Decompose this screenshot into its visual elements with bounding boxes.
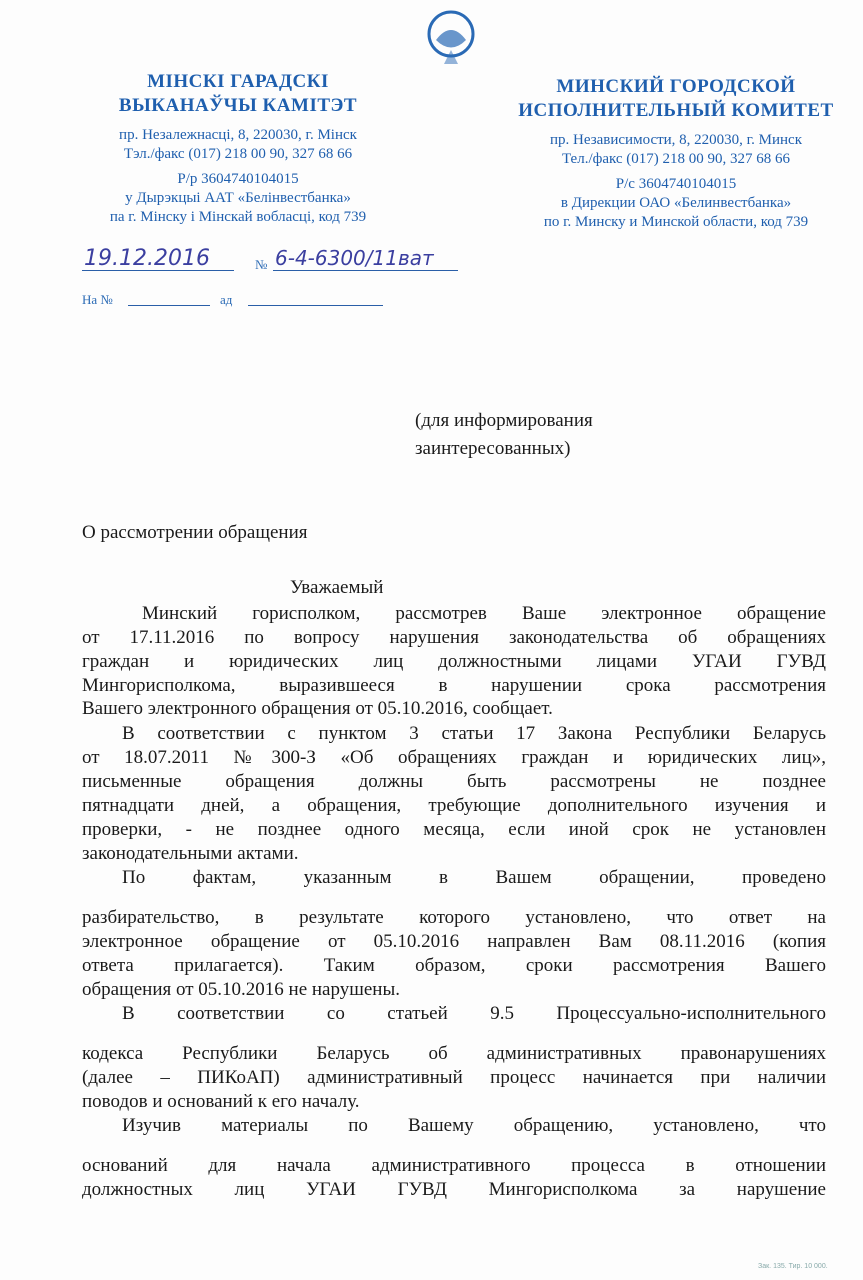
greeting: Уважаемый bbox=[290, 577, 384, 598]
org-name-ru-2: ИСПОЛНИТЕЛЬНЫЙ КОМИТЕТ bbox=[518, 100, 834, 121]
body-line: граждан и юридических лиц должностными лицами УГАИ ГУВД bbox=[82, 651, 826, 672]
body-line: ответа прилагается). Таким образом, сроки рассмотрения Вашего bbox=[82, 955, 826, 976]
handwritten-number: 6-4-6300/11ват bbox=[275, 246, 434, 270]
number-label: № bbox=[255, 257, 268, 272]
body-line: должностных лиц УГАИ ГУВД Мингорисполкома за нарушение bbox=[82, 1179, 826, 1200]
account-ru: Р/с 3604740104015 bbox=[615, 176, 737, 192]
region-by: па г. Мінску і Мінскай вобласці, код 739 bbox=[109, 209, 367, 225]
ref-label: На № bbox=[82, 292, 113, 307]
body-line: поводов и оснований к его началу. bbox=[82, 1091, 360, 1112]
body-line: законодательными актами. bbox=[82, 843, 299, 864]
body-line: разбирательство, в результате которого установлено, что ответ на bbox=[82, 907, 826, 928]
header-right bbox=[500, 75, 852, 232]
org-name-by: МІНСКІ ГАРАДСКІ bbox=[147, 71, 329, 92]
handwritten-date: 19.12.2016 bbox=[84, 246, 210, 271]
body-line: Минский горисполком, рассмотрев Ваше электронное обращение bbox=[142, 603, 826, 624]
addressee-line-1: (для информирования bbox=[415, 410, 593, 431]
body-line: проверки, - не позднее одного месяца, если иной срок не установлен bbox=[82, 819, 826, 840]
body-line: электронное обращение от 05.10.2016 направлен Вам 08.11.2016 (копия bbox=[82, 931, 826, 952]
body-line: кодекса Республики Беларусь об административных правонарушениях bbox=[82, 1043, 826, 1064]
subject: О рассмотрении обращения bbox=[82, 522, 308, 543]
region-ru: по г. Минску и Минской области, код 739 bbox=[543, 214, 809, 230]
body-line: В соответствии с пунктом 3 статьи 17 Закона Республики Беларусь bbox=[122, 723, 826, 744]
body-line: (далее – ПИКоАП) административный процесс начинается при наличии bbox=[82, 1067, 826, 1088]
body-line: оснований для начала административного процесса в отношении bbox=[82, 1155, 826, 1176]
from-label: ад bbox=[220, 292, 233, 307]
body-line: от 17.11.2016 по вопросу нарушения законодательства об обращениях bbox=[82, 627, 826, 648]
bank-ru: в Дирекции ОАО «Белинвестбанка» bbox=[560, 195, 792, 211]
body-line: письменные обращения должны быть рассмотрены не позднее bbox=[82, 771, 826, 792]
body-line: Изучив материалы по Вашему обращению, установлено, что bbox=[122, 1115, 826, 1136]
address-ru: пр. Независимости, 8, 220030, г. Минск bbox=[550, 132, 802, 148]
body-line: По фактам, указанным в Вашем обращении, проведено bbox=[122, 867, 826, 888]
addressee-line-2: заинтересованных) bbox=[415, 438, 571, 459]
account-by: Р/р 3604740104015 bbox=[177, 171, 299, 187]
bank-by: у Дырэкцыі ААТ «Белінвестбанка» bbox=[125, 190, 351, 206]
phone-ru: Тел./факс (017) 218 00 90, 327 68 66 bbox=[561, 151, 791, 167]
phone-by: Тэл./факс (017) 218 00 90, 327 68 66 bbox=[123, 146, 353, 162]
body-line: Вашего электронного обращения от 05.10.2016, сообщает. bbox=[82, 698, 553, 719]
body-line: В соответствии со статьей 9.5 Процессуально-исполнительного bbox=[122, 1003, 826, 1024]
header-left bbox=[62, 70, 414, 227]
org-name-ru: МИНСКИЙ ГОРОДСКОЙ bbox=[556, 76, 796, 97]
state-emblem-icon bbox=[426, 0, 476, 72]
print-info: Зак. 135. Тир. 10 000. bbox=[758, 1263, 828, 1270]
org-name-by-2: ВЫКАНАЎЧЫ КАМІТЭТ bbox=[118, 95, 358, 116]
address-by: пр. Незалежнасці, 8, 220030, г. Мінск bbox=[119, 127, 357, 143]
body-line: пятнадцати дней, а обращения, требующие дополнительного изучения и bbox=[82, 795, 826, 816]
body-line: обращения от 05.10.2016 не нарушены. bbox=[82, 979, 400, 1000]
body-line: Мингорисполкома, выразившееся в нарушении срока рассмотрения bbox=[82, 675, 826, 696]
body-line: от 18.07.2011 №300-З «Об обращениях граждан и юридических лиц», bbox=[82, 747, 826, 768]
